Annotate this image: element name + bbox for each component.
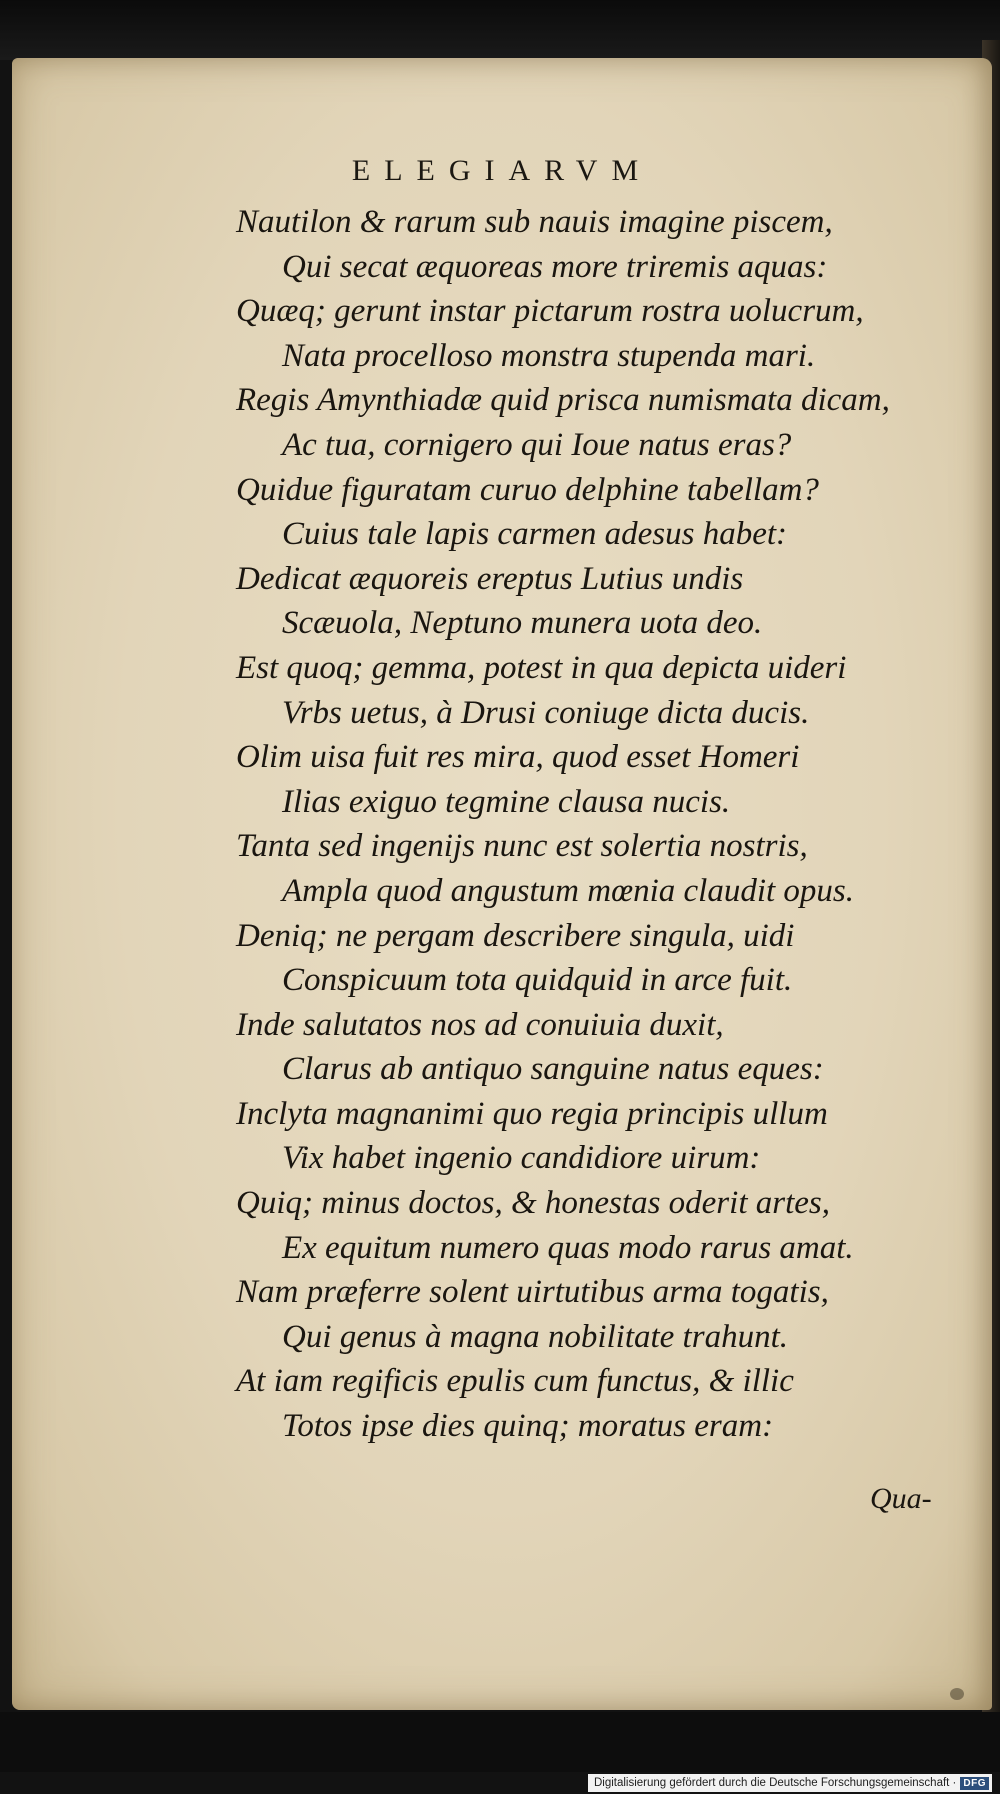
verse-line: Quiq; minus doctos, & honestas oderit artes, bbox=[236, 1185, 830, 1222]
verse-line: Scæuola, Neptuno munera uota deo. bbox=[282, 605, 763, 642]
verse-line: Vrbs uetus, à Drusi coniuge dicta ducis. bbox=[282, 694, 810, 731]
verse-line: Qui genus à magna nobilitate trahunt. bbox=[282, 1318, 788, 1355]
verse-line: Ex equitum numero quas modo rarus amat. bbox=[282, 1229, 854, 1266]
digitization-credit bbox=[588, 1774, 992, 1792]
verse-line: Tanta sed ingenijs nunc est solertia nostris, bbox=[236, 828, 808, 865]
verse-line: At iam regificis epulis cum functus, & illic bbox=[236, 1363, 794, 1400]
verse-line: Inclyta magnanimi quo regia principis ullum bbox=[236, 1095, 828, 1132]
verse-line: Est quoq; gemma, potest in qua depicta uideri bbox=[236, 649, 847, 686]
verse-line: Vix habet ingenio candidiore uirum: bbox=[282, 1140, 761, 1177]
ink-smudge bbox=[950, 1688, 964, 1700]
verse-line: Regis Amynthiadæ quid prisca numismata dicam, bbox=[236, 382, 890, 419]
verse-line: Clarus ab antiquo sanguine natus eques: bbox=[282, 1051, 824, 1088]
dfg-logo-icon: DFG bbox=[960, 1777, 989, 1790]
verse-line: Quæq; gerunt instar pictarum rostra uolucrum, bbox=[236, 293, 864, 330]
verse-block bbox=[236, 200, 936, 1449]
verse-line: Qui secat æquoreas more triremis aquas: bbox=[282, 248, 828, 285]
verse-line: Conspicuum tota quidquid in arce fuit. bbox=[282, 962, 793, 999]
verse-line: Deniq; ne pergam describere singula, uidi bbox=[236, 917, 795, 954]
top-shadow bbox=[0, 0, 1000, 60]
running-head: ELEGIARVM bbox=[351, 154, 653, 187]
verse-line: Nam præferre solent uirtutibus arma togatis, bbox=[236, 1274, 829, 1311]
verse-line: Totos ipse dies quinq; moratus eram: bbox=[282, 1408, 774, 1445]
verse-line: Olim uisa fuit res mira, quod esset Homeri bbox=[236, 739, 800, 776]
verse-line: Dedicat æquoreis ereptus Lutius undis bbox=[236, 560, 744, 597]
verse-line: Ilias exiguo tegmine clausa nucis. bbox=[282, 783, 731, 820]
verse-line: Nata procelloso monstra stupenda mari. bbox=[282, 337, 816, 374]
verse-line: Inde salutatos nos ad conuiuia duxit, bbox=[236, 1006, 724, 1043]
verse-line: Ac tua, cornigero qui Ioue natus eras? bbox=[282, 426, 792, 463]
book-page bbox=[12, 58, 992, 1710]
verse-line: Cuius tale lapis carmen adesus habet: bbox=[282, 516, 788, 553]
bottom-band bbox=[0, 1712, 1000, 1772]
catchword: Qua- bbox=[870, 1482, 932, 1515]
verse-line: Quidue figuratam curuo delphine tabellam? bbox=[236, 471, 819, 508]
credit-text: Digitalisierung gefördert durch die Deutsche Forschungsgemeinschaft · bbox=[593, 1777, 957, 1789]
verse-line: Nautilon & rarum sub nauis imagine piscem, bbox=[236, 204, 833, 240]
verse-line: Ampla quod angustum mœnia claudit opus. bbox=[282, 872, 855, 909]
